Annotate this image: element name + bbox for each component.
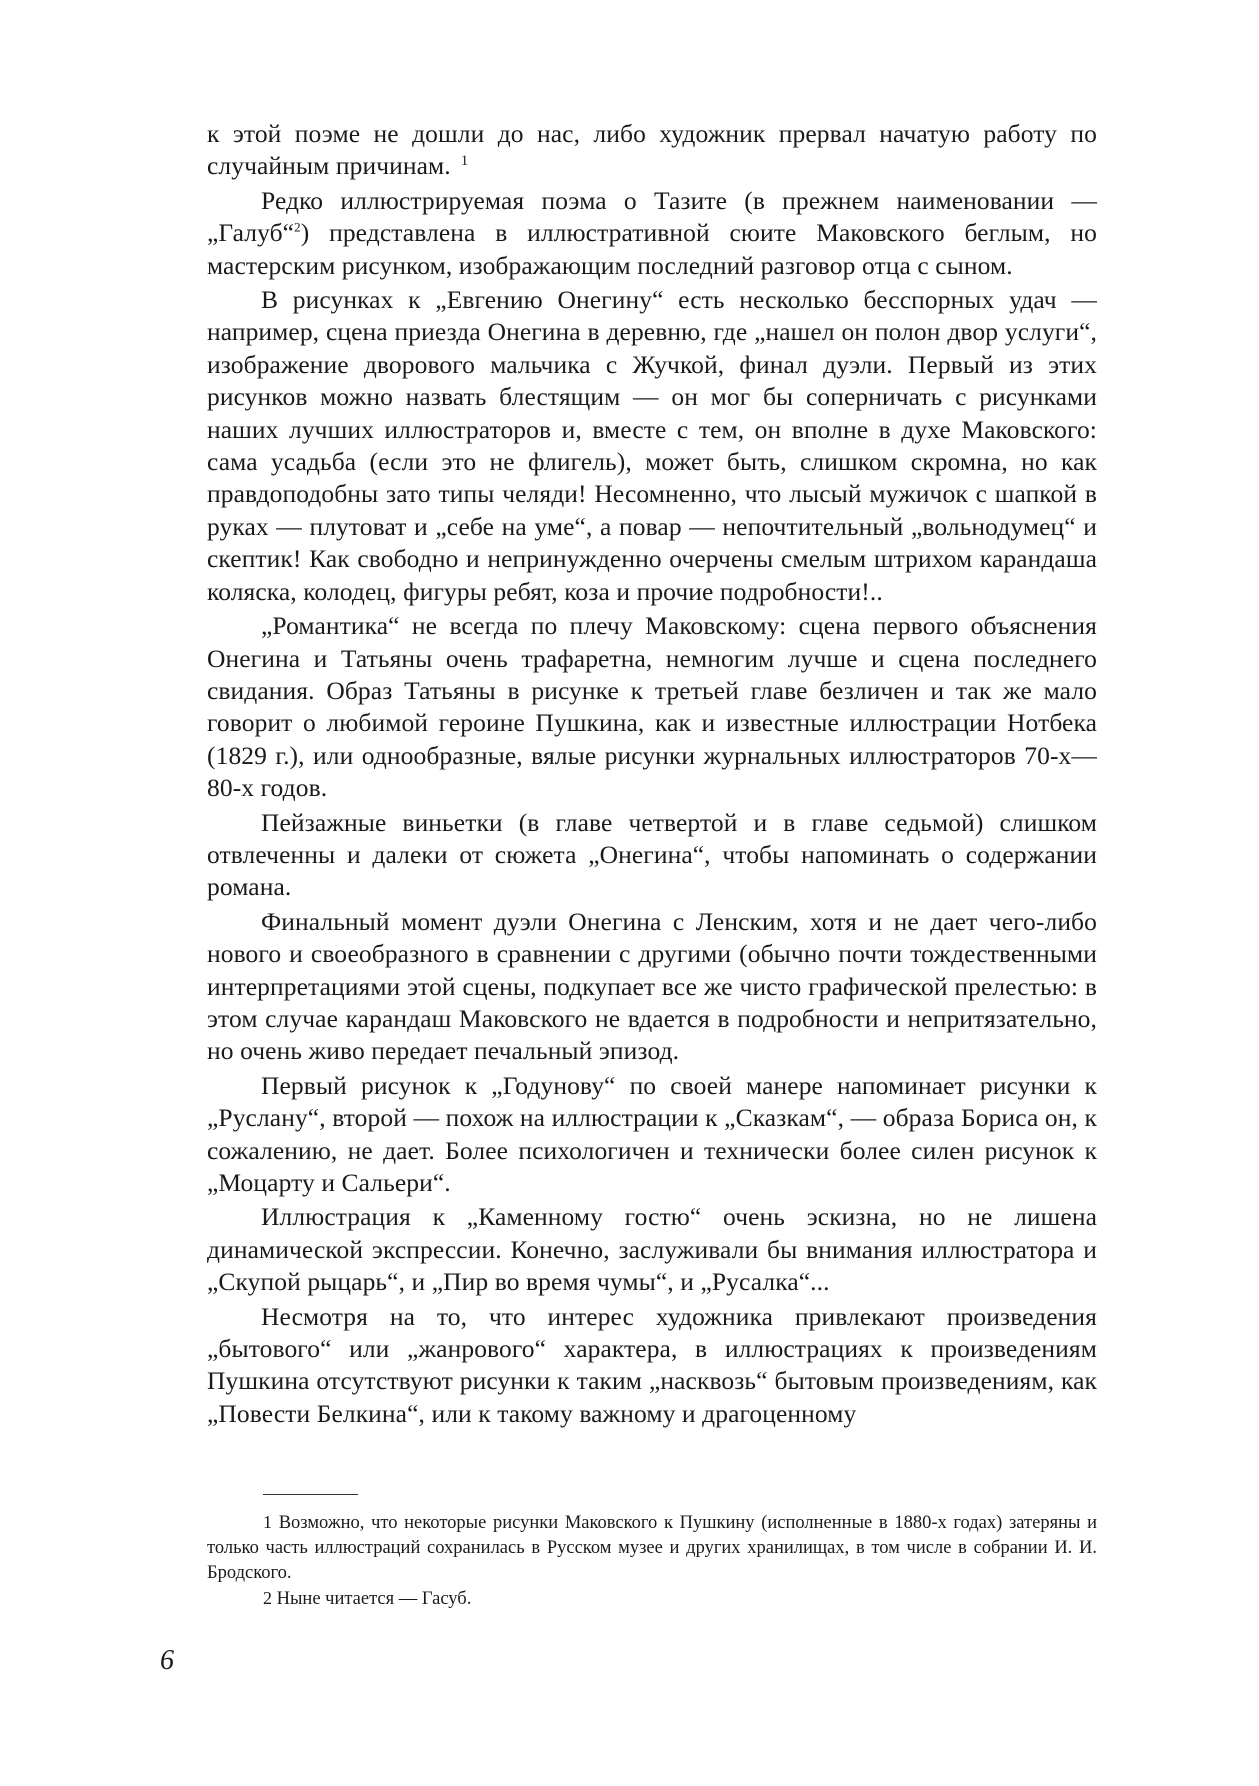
footnotes [207, 1510, 1097, 1612]
paragraph-2 [207, 185, 1097, 282]
footnote-1 [207, 1510, 1097, 1586]
page-number: 6 [160, 1645, 174, 1676]
paragraph-1 [207, 118, 1097, 183]
paragraph-8: Иллюстрация к „Каменному гостю“ очень эскизна, но не лишена динамической экспрессии. Конечно, заслуживали бы внимания иллюстратора и „Скупой рыцарь“, и „Пир во время чумы“, и „Русалка“... [207, 1202, 1097, 1297]
paragraph-2-text-a: Редко иллюстрируемая поэма о Тазите (в прежнем наименовании — „Галуб“ [207, 185, 1097, 248]
paragraph-4: „Романтика“ не всегда по плечу Маковскому: сцена первого объяснения Онегина и Татьяны очень трафаретна, немногим лучше и сцена последнего свидания. Образ Татьяны в рисунке к третьей главе безличен и так же мало говорит о любимой героине Пушкина, как и известные иллюстрации Нотбека (1829 г.), или однообразные, вялые рисунки журнальных иллюстраторов 70-х—80-х годов. [207, 611, 1097, 803]
footnote-2-text: Ныне читается — Гасуб. [276, 1589, 472, 1609]
footnote-divider [263, 1494, 358, 1495]
paragraph-9: Несмотря на то, что интерес художника привлекают произведения „бытового“ или „жанрового“ характера, в иллюстрациях к произведениям Пушкина отсутствуют рисунки к таким „насквозь“ бытовым произведениям, как „Повести Белкина“, или к такому важному и драгоценному [207, 1301, 1097, 1428]
footnote-2-number: 2 [263, 1588, 272, 1608]
footnote-ref-1: 1 [460, 152, 469, 169]
main-text [207, 118, 1097, 1430]
paragraph-6: Финальный момент дуэли Онегина с Ленским, хотя и не дает чего-либо нового и своеобразного в сравнении с другими (обычно почти тождественными интерпретациями этой сцены, подкупает все же чисто графической прелестью: в этом случае карандаш Маковского не вдается в подробности и непритязательно, но очень живо передает печальный эпизод. [207, 906, 1097, 1066]
footnote-ref-2: 2 [294, 219, 301, 235]
paragraph-5: Пейзажные виньетки (в главе четвертой и в главе седьмой) слишком отвлеченны и далеки от сюжета „Онегина“, чтобы напоминать о содержании романа. [207, 807, 1097, 902]
paragraph-2-text-b: ) представлена в иллюстративной сюите Маковского беглым, но мастерским рисунком, изображающим последний разговор отца с сыном. [207, 218, 1097, 280]
footnote-1-number: 1 [263, 1512, 272, 1532]
footnote-2 [207, 1586, 1097, 1612]
paragraph-7: Первый рисунок к „Годунову“ по своей манере напоминает рисунки к „Руслану“, второй — похож на иллюстрации к „Сказкам“, — образа Бориса он, к сожалению, не дает. Более психологичен и технически более силен рисунок к „Моцарту и Сальери“. [207, 1070, 1097, 1197]
paragraph-1-text: к этой поэме не дошли до нас, либо художник прервал начатую работу по случайным причинам. [207, 119, 1097, 181]
paragraph-3: В рисунках к „Евгению Онегину“ есть несколько бесспорных удач — например, сцена приезда Онегина в деревню, где „нашел он полон двор услуги“, изображение дворового мальчика с Жучкой, финал дуэли. Первый из этих рисунков можно назвать блестящим — он мог бы соперничать с рисунками наших лучших иллюстраторов и, вместе с тем, он вполне в духе Маковского: сама усадьба (если это не флигель), может быть, слишком скромна, но как правдоподобны зато типы челяди! Несомненно, что лысый мужичок с шапкой в руках — плутоват и „себе на уме“, а повар — непочтительный „вольнодумец“ и скептик! Как свободно и непринужденно очерчены смелым штрихом карандаша коляска, колодец, фигуры ребят, коза и прочие подробности!.. [207, 285, 1097, 606]
footnote-1-text: Возможно, что некоторые рисунки Маковского к Пушкину (исполненные в 1880-х годах) затеряны и только часть иллюстраций сохранилась в Русском музее и других хранилищах, в том числе в собрании И. И. Бродского. [207, 1513, 1097, 1583]
